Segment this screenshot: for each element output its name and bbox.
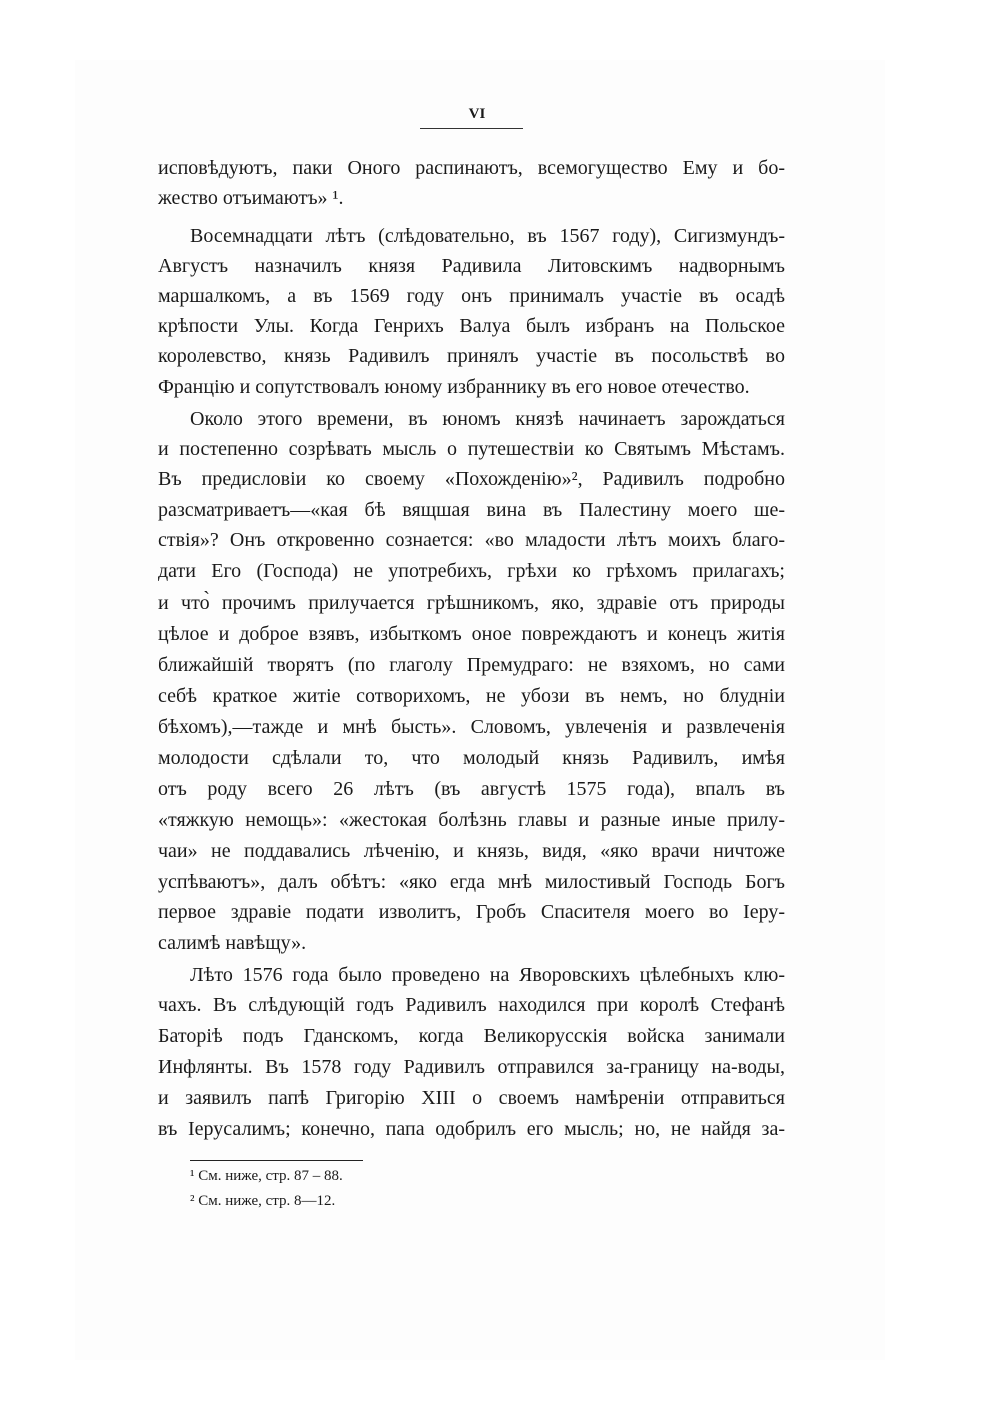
text-line: Около этого времени, въ юномъ князѣ начинаетъ зарождаться [190,408,785,430]
footnote-2 [190,1192,335,1210]
text-line: Баторіѣ подъ Гданскомъ, когда Великорусскія войска занимали [158,1025,785,1047]
text-line: жество отъимаютъ» ¹. [158,187,344,209]
text-line: чахъ. Въ слѣдующій годъ Радивилъ находился при королѣ Стефанѣ [158,994,785,1016]
page-number: VI [468,106,486,122]
text-line: разсматриваетъ—«кая бѣ вящшая вина въ Палестину моего ше- [158,499,785,521]
header-rule [420,128,523,129]
text-line: себѣ краткое житіе сотворихомъ, не убози въ немъ, но блудніи [158,685,785,707]
text-line: исповѣдуютъ, паки Оного распинаютъ, всемогущество Ему и бо- [158,157,785,179]
text-line: Францію и сопутствовалъ юному избраннику въ его новое отечество. [158,376,750,398]
text-line: молодости сдѣлали то, что молодый князь Радивилъ, имѣя [158,747,785,769]
text-line: первое здравіе подати изволитъ, Гробъ Спасителя моего во Іеру- [158,901,785,923]
text-line: чаи» не поддавались лѣченію, и князь, видя, «яко врачи ничтоже [158,840,785,862]
text-line: Инфлянты. Въ 1578 году Радивилъ отправился за-границу на-воды, [158,1056,785,1078]
text-line: въ Іерусалимъ; конечно, папа одобрилъ его мысль; но, не найдя за- [158,1118,785,1140]
text-line: ближайшій творятъ (по глаголу Премудраго: не взяхомъ, но сами [158,654,785,676]
text-line: отъ роду всего 26 лѣтъ (въ августѣ 1575 года), впалъ въ [158,778,785,800]
text-line: крѣпости Улы. Когда Генрихъ Валуа былъ избранъ на Польское [158,315,785,337]
footnote-1 [190,1167,343,1185]
text-line: и что̀ прочимъ прилучается грѣшникомъ, яко, здравіе отъ природы [158,592,785,614]
text-line: Въ предисловіи ко своему «Похожденію»², Радивилъ подробно [158,468,785,490]
text-line: цѣлое и доброе взявъ, избыткомъ оное повреждаютъ и конецъ житія [158,623,785,645]
footnote-text: См. ниже, стр. 8—12. [198,1193,336,1209]
text-line: «тяжкую немощь»: «жестокая болѣзнь главы и разные иные прилу- [158,809,785,831]
text-line: ствія»? Онъ откровенно сознается: «во младости лѣтъ моихъ благо- [158,529,785,551]
footnote-text: См. ниже, стр. 87 – 88. [198,1168,343,1184]
text-line: маршалкомъ, а въ 1569 году онъ принималъ участіе въ осадѣ [158,285,785,307]
text-line: королевство, князь Радивилъ принялъ участіе въ посольствѣ во [158,345,785,367]
footnote-mark: ¹ [190,1168,195,1184]
footnote-rule [190,1160,363,1161]
text-line: дати Его (Господа) не употребихъ, грѣхи ко грѣхомъ прилагахъ; [158,560,785,582]
text-line: успѣваютъ», далъ обѣтъ: «яко егда мнѣ милостивый Господь Богъ [158,871,785,893]
text-line: Августъ назначилъ князя Радивила Литовскимъ надворнымъ [158,255,785,277]
text-line: Восемнадцати лѣтъ (слѣдовательно, въ 1567 году), Сигизмундъ- [190,225,785,247]
text-line: и постепенно созрѣвать мысль о путешествіи ко Святымъ Мѣстамъ. [158,438,785,460]
text-line: Лѣто 1576 года было проведено на Яворовскихъ цѣлебныхъ клю- [190,964,785,986]
footnote-mark: ² [190,1193,195,1209]
text-line: бѣхомъ),—тажде и мнѣ бысть». Словомъ, увлеченія и развлеченія [158,716,785,738]
text-line: и заявилъ папѣ Григорію XIII о своемъ намѣреніи отправиться [158,1087,785,1109]
text-line: салимѣ навѣщу». [158,932,307,954]
